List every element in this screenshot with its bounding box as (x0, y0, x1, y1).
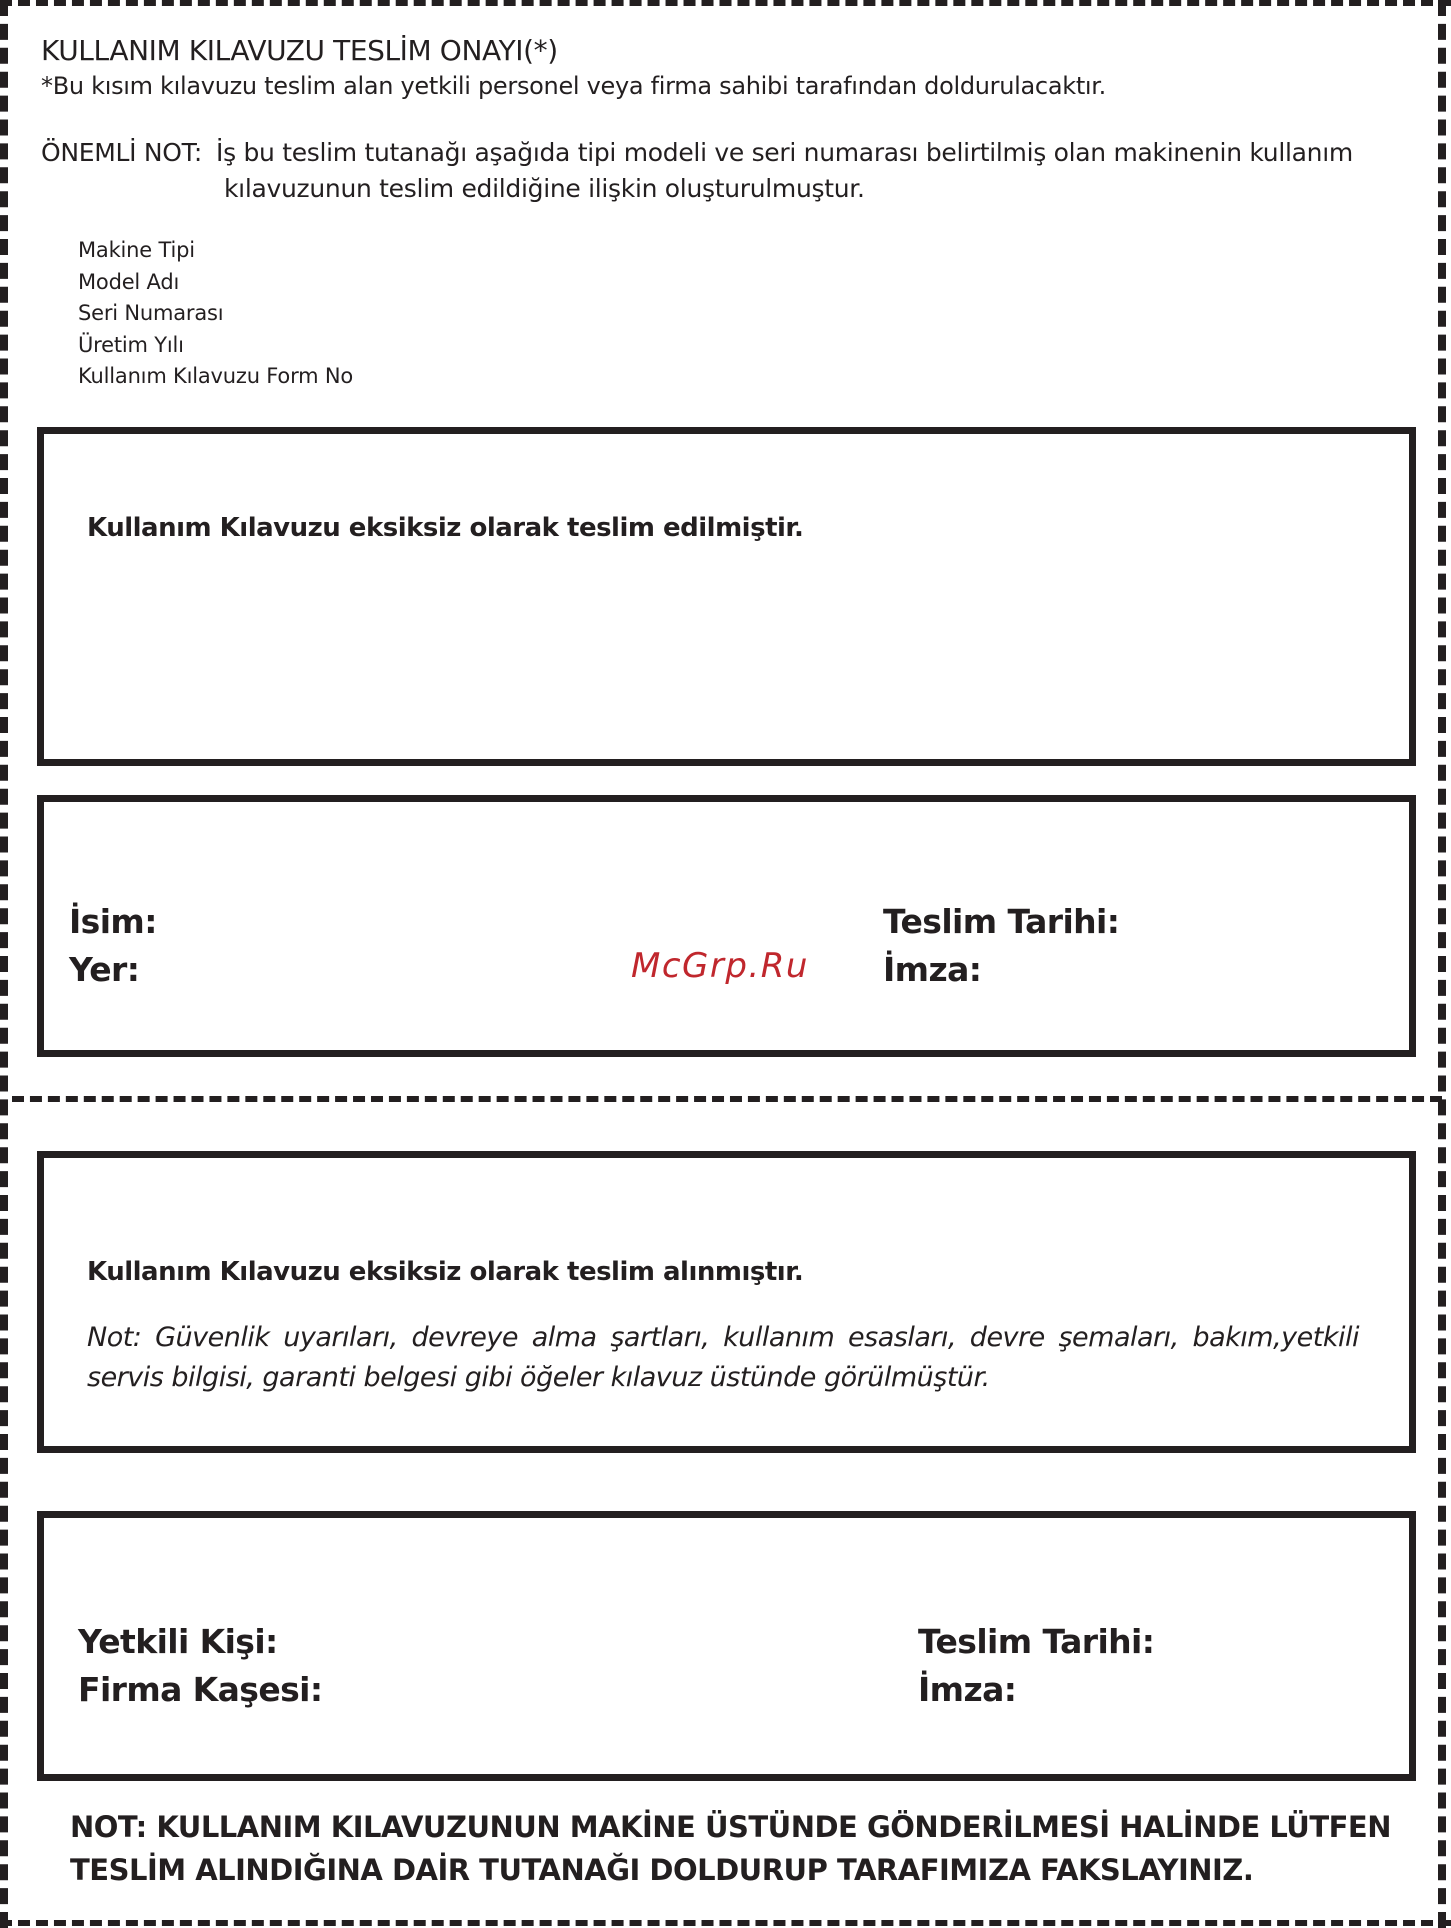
top-cut-line (0, 0, 1451, 6)
authorized-person-label: Yetkili Kişi: (78, 1622, 278, 1661)
name-label: İsim: (69, 902, 157, 941)
receipt-statement-box (37, 1151, 1416, 1453)
right-cut-line (1438, 0, 1446, 1928)
company-stamp-label: Firma Kaşesi: (78, 1670, 323, 1709)
form-subtitle: *Bu kısım kılavuzu teslim alan yetkili personel veya firma sahibi tarafından doldurulacaktır. (41, 72, 1106, 100)
machine-fields-list (78, 235, 353, 393)
place-label: Yer: (69, 950, 140, 989)
form-title: KULLANIM KILAVUZU TESLİM ONAYI(*) (41, 34, 558, 67)
receipt-date-label: Teslim Tarihi: (918, 1622, 1155, 1661)
footer-note-line-1: NOT: KULLANIM KILAVUZUNUN MAKİNE ÜSTÜNDE GÖNDERİLMESİ HALİNDE LÜTFEN (70, 1810, 1392, 1844)
footer-note-line-2: TESLİM ALINDIĞINA DAİR TUTANAĞI DOLDURUP TARAFIMIZA FAKSLAYINIZ. (70, 1853, 1254, 1887)
field-model-name: Model Adı (78, 269, 180, 294)
important-note-line-2: kılavuzunun teslim edildiğine ilişkin oluşturulmuştur. (224, 174, 865, 203)
delivery-statement-box (37, 427, 1416, 766)
receipt-note: Not: Güvenlik uyarıları, devreye alma şartları, kullanım esasları, devre şemaları, bakım,yetkili servis bilgisi, garanti belgesi gibi öğeler kılavuz üstünde görülmüştür. (87, 1322, 1359, 1393)
delivery-statement: Kullanım Kılavuzu eksiksiz olarak teslim edilmiştir. (87, 513, 804, 543)
field-manual-form-no: Kullanım Kılavuzu Form No (78, 364, 354, 388)
left-cut-line (0, 0, 8, 1928)
important-note-label: ÖNEMLİ NOT: (41, 138, 203, 167)
field-production-year: Üretim Yılı (78, 332, 184, 357)
field-machine-type: Makine Tipi (78, 238, 195, 262)
delivery-date-label: Teslim Tarihi: (883, 902, 1120, 941)
receipt-signature-label: İmza: (918, 1670, 1017, 1709)
important-note-line-1: İş bu teslim tutanağı aşağıda tipi modeli ve seri numarası belirtilmiş olan makinenin kullanım (216, 138, 1353, 167)
bottom-cut-line (0, 1920, 1451, 1926)
receipt-statement: Kullanım Kılavuzu eksiksiz olarak teslim alınmıştır. (87, 1257, 804, 1287)
middle-cut-line (12, 1096, 1442, 1102)
delivery-signature-box (37, 795, 1416, 1057)
field-serial-number: Seri Numarası (78, 301, 224, 325)
watermark: McGrp.Ru (631, 946, 809, 986)
delivery-signature-label: İmza: (883, 950, 982, 989)
